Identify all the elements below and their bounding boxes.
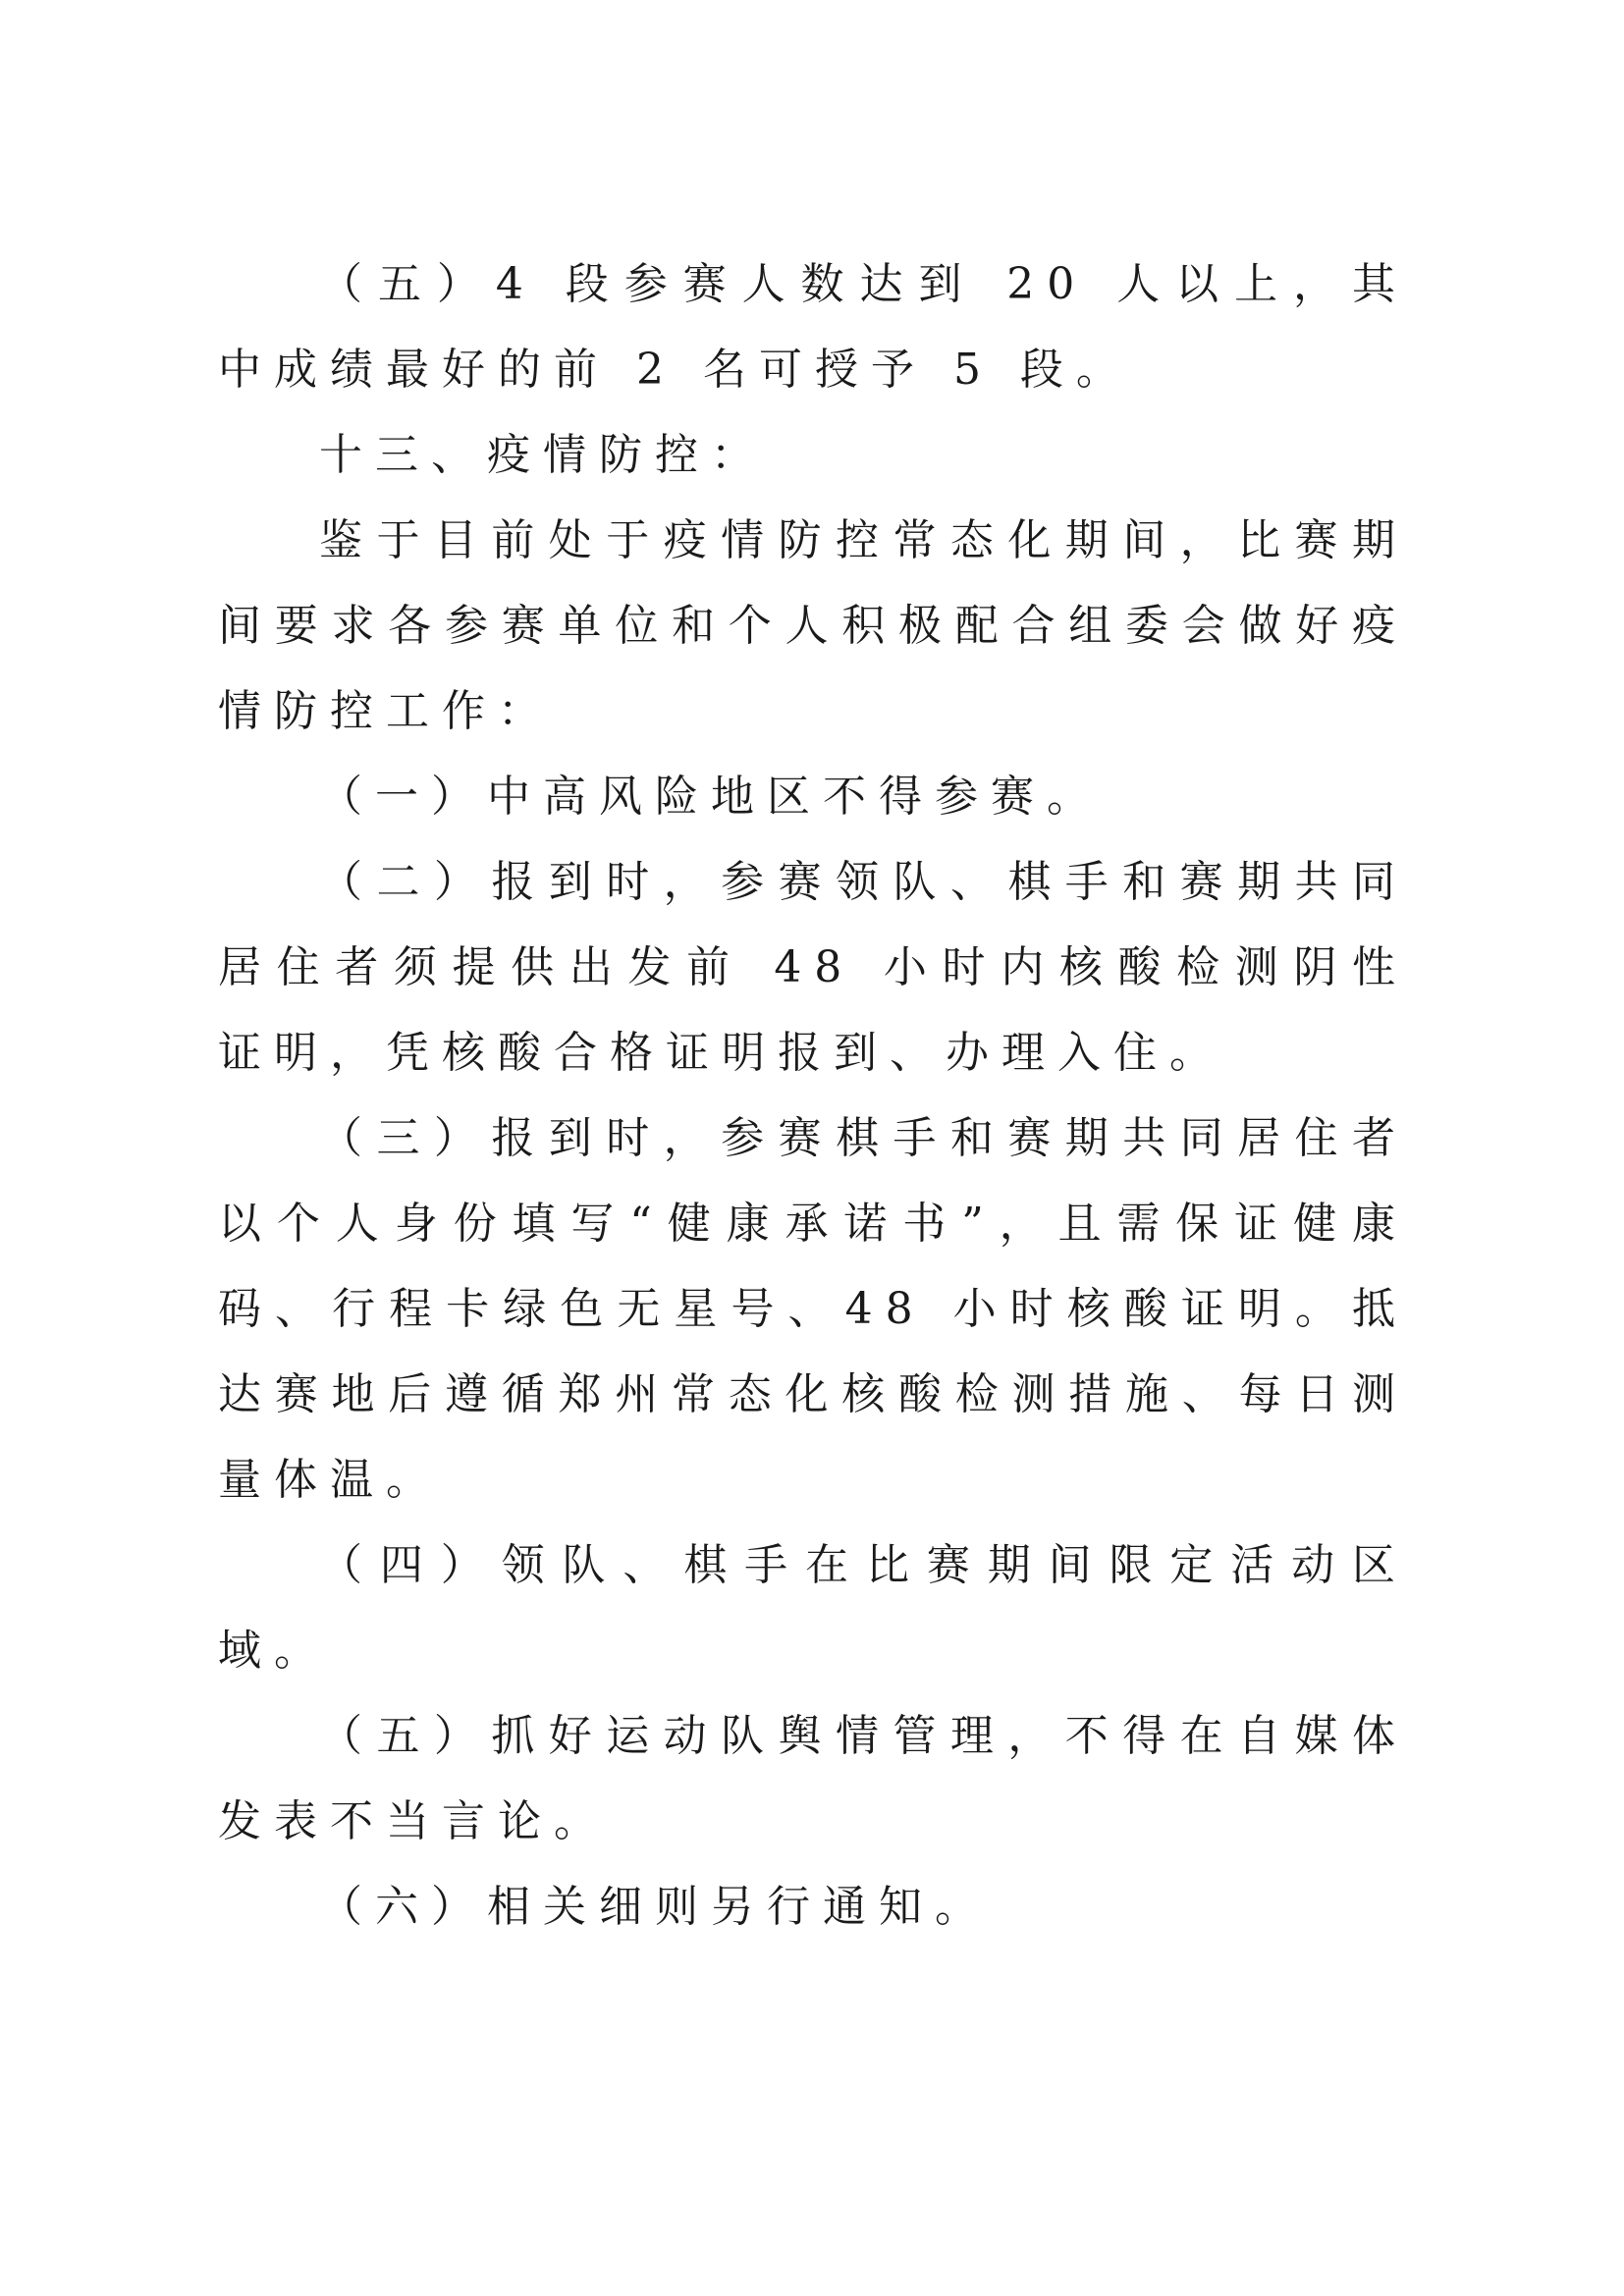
paragraph-rule-2: （二）报到时，参赛领队、棋手和赛期共同居住者须提供出发前 48 小时内核酸检测阴性证明，凭核酸合格证明报到、办理入住。 <box>218 857 1408 1078</box>
paragraph-rule-4: （四）领队、棋手在比赛期间限定活动区域。 <box>218 1540 1408 1676</box>
paragraph-dan-promotion-5: （五）4 段参赛人数达到 20 人以上，其中成绩最好的前 2 名可授予 5 段。 <box>218 259 1408 395</box>
paragraph-rule-5: （五）抓好运动队舆情管理，不得在自媒体发表不当言论。 <box>218 1711 1408 1846</box>
paragraph-rule-3: （三）报到时，参赛棋手和赛期共同居住者以个人身份填写“健康承诺书”，且需保证健康码、行程卡绿色无星号、48 小时核酸证明。抵达赛地后遵循郑州常态化核酸检测措施、每日测量体温。 <box>218 1113 1408 1505</box>
paragraph-rule-6: （六）相关细则另行通知。 <box>319 1882 991 1932</box>
section-heading-epidemic-control: 十三、疫情防控： <box>319 430 767 480</box>
paragraph-rule-1: （一）中高风险地区不得参赛。 <box>319 772 1103 822</box>
paragraph-epidemic-intro: 鉴于目前处于疫情防控常态化期间，比赛期间要求各参赛单位和个人积极配合组委会做好疫情防控工作： <box>218 515 1408 736</box>
document-body <box>218 241 1408 1949</box>
